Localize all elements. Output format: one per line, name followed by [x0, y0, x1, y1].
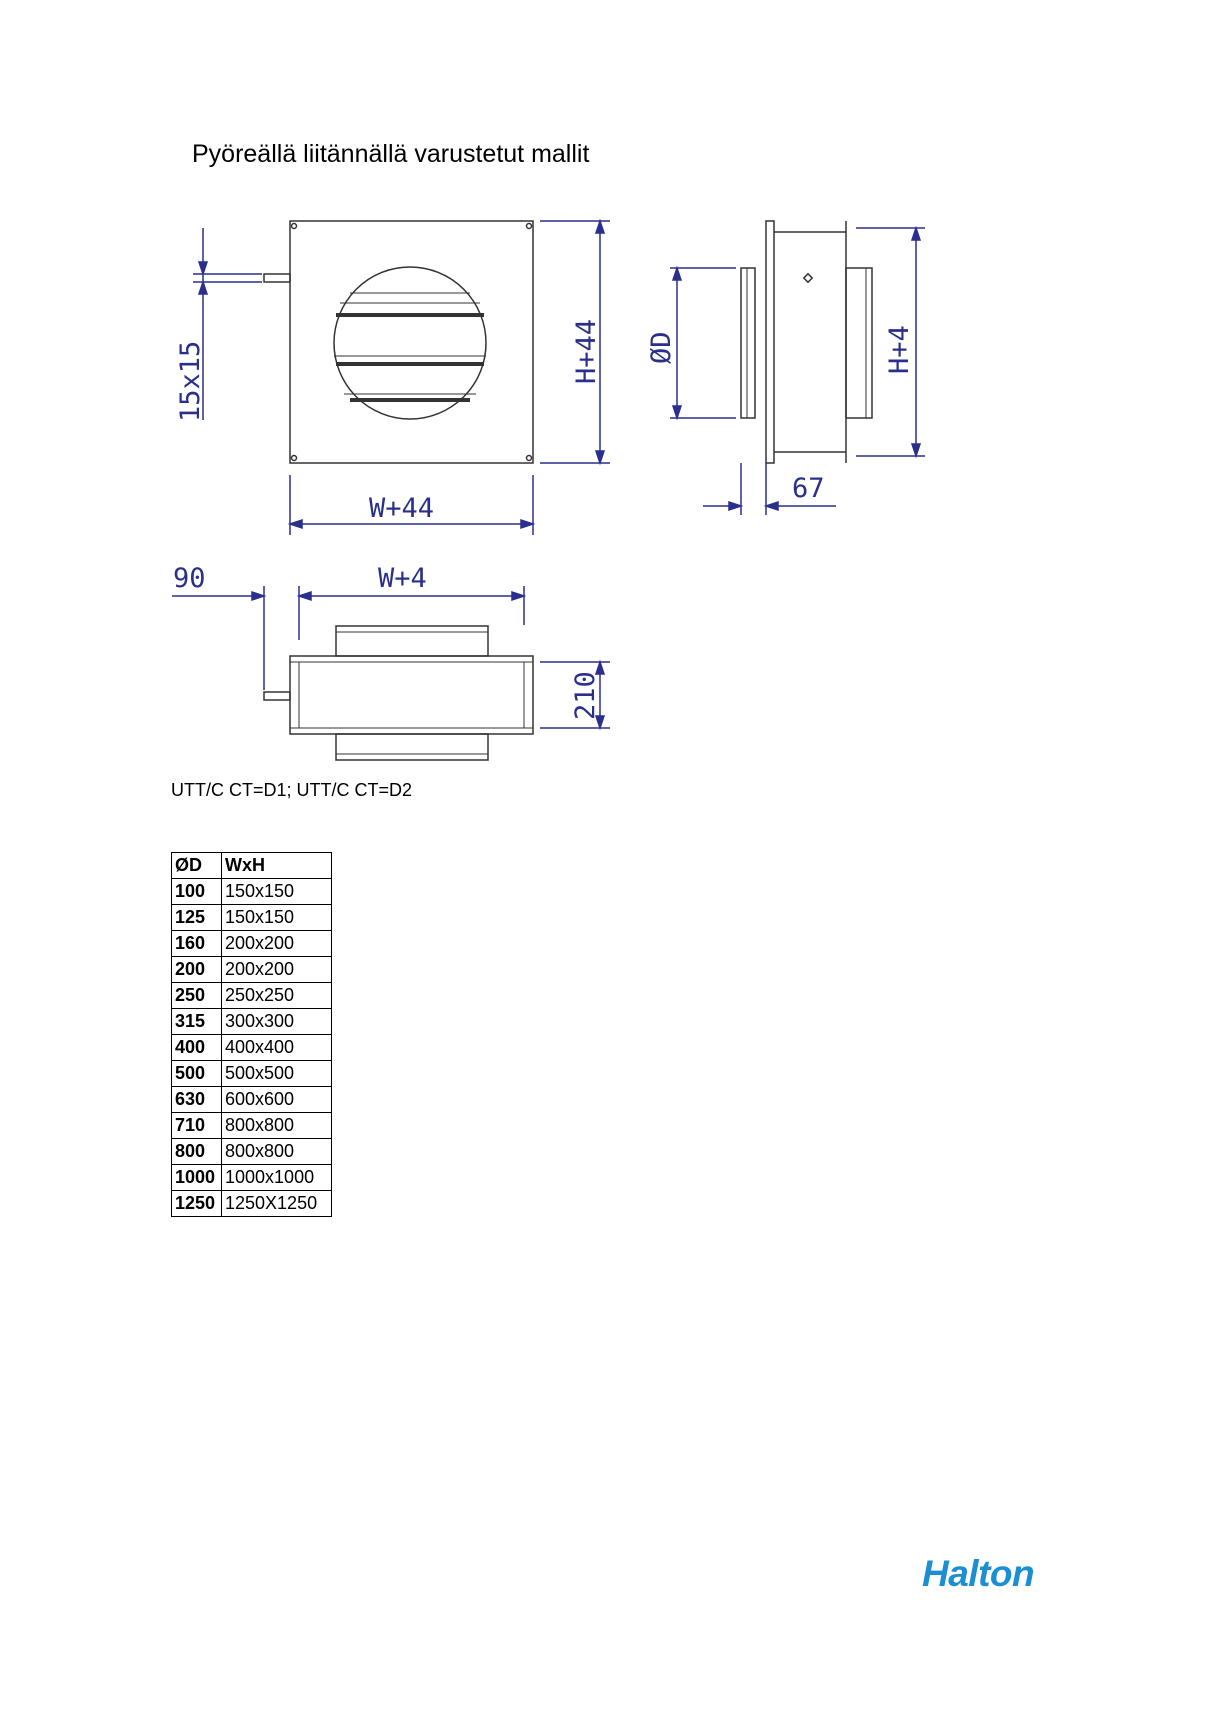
top-view-dimensions [172, 586, 610, 728]
table-row [172, 1087, 332, 1113]
dimension-h4: H+4 [884, 325, 915, 374]
diameter-cell: 800 [172, 1139, 222, 1165]
dimension-90: 90 [173, 563, 206, 594]
diameter-cell: 100 [172, 879, 222, 905]
size-cell: 150x150 [222, 905, 332, 931]
diameter-cell: 125 [172, 905, 222, 931]
table-header-row [172, 853, 332, 879]
halton-logo: Halton [922, 1553, 1035, 1594]
page-title: Pyöreällä liitännällä varustetut mallit [192, 140, 590, 168]
dimension-w44: W+44 [369, 493, 435, 524]
table-row [172, 1009, 332, 1035]
side-view [741, 221, 872, 463]
diameter-cell: 1000 [172, 1165, 222, 1191]
table-row [172, 983, 332, 1009]
diameter-cell: 1250 [172, 1191, 222, 1217]
table-row [172, 957, 332, 983]
size-cell: 250x250 [222, 983, 332, 1009]
table-row [172, 1061, 332, 1087]
size-cell: 1000x1000 [222, 1165, 332, 1191]
table-row [172, 931, 332, 957]
diameter-cell: 630 [172, 1087, 222, 1113]
size-cell: 200x200 [222, 931, 332, 957]
front-view [264, 221, 533, 463]
diameter-cell: 315 [172, 1009, 222, 1035]
header-diameter: ØD [172, 853, 222, 879]
size-cell: 400x400 [222, 1035, 332, 1061]
diameter-cell: 160 [172, 931, 222, 957]
table-row [172, 879, 332, 905]
table-row [172, 1191, 332, 1217]
size-cell: 600x600 [222, 1087, 332, 1113]
header-wxh: WxH [222, 853, 332, 879]
dimension-od: ØD [646, 331, 677, 364]
diameter-cell: 400 [172, 1035, 222, 1061]
top-view [264, 626, 533, 760]
size-table [171, 852, 332, 1217]
table-row [172, 1113, 332, 1139]
diameter-cell: 200 [172, 957, 222, 983]
size-cell: 1250X1250 [222, 1191, 332, 1217]
dimension-h44: H+44 [571, 318, 602, 384]
table-row [172, 1139, 332, 1165]
size-cell: 300x300 [222, 1009, 332, 1035]
diameter-cell: 500 [172, 1061, 222, 1087]
model-caption: UTT/C CT=D1; UTT/C CT=D2 [171, 780, 413, 800]
table-row [172, 905, 332, 931]
size-cell: 200x200 [222, 957, 332, 983]
size-cell: 800x800 [222, 1139, 332, 1165]
size-cell: 800x800 [222, 1113, 332, 1139]
table-row [172, 1035, 332, 1061]
size-cell: 150x150 [222, 879, 332, 905]
size-cell: 500x500 [222, 1061, 332, 1087]
dimension-210: 210 [570, 671, 601, 720]
diameter-cell: 710 [172, 1113, 222, 1139]
dimension-67: 67 [792, 473, 825, 504]
table-row [172, 1165, 332, 1191]
dimension-15x15: 15x15 [175, 340, 206, 422]
dimension-w4: W+4 [378, 563, 427, 594]
diameter-cell: 250 [172, 983, 222, 1009]
